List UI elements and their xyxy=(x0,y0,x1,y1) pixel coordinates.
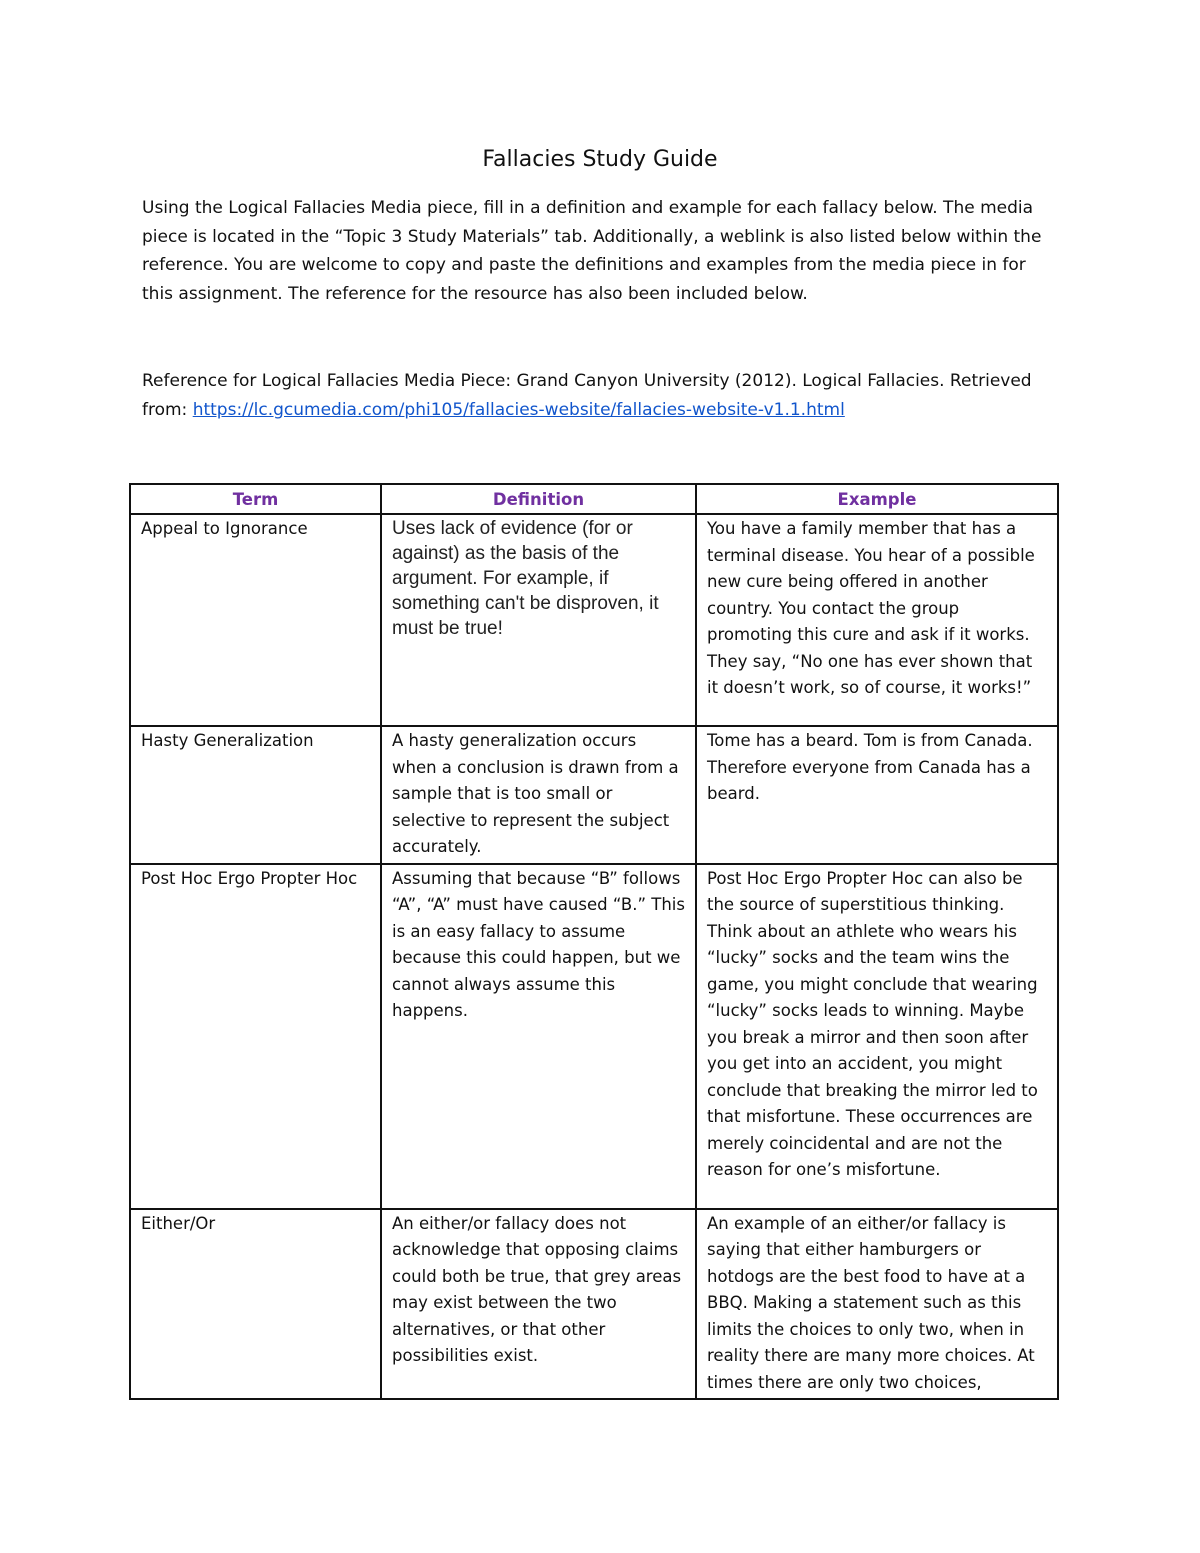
example-cell: Post Hoc Ergo Propter Hoc can also be the source of superstitious thinking. Think about an athlete who wears his “lucky” socks and the team wins the game, you might conclude that wearing “lucky” socks leads to winning. Maybe you break a mirror and then soon after you get into an accident, you might conclude that breaking the mirror led to that misfortune. These occurrences are merely coincidental and are not the reason for one’s misfortune. xyxy=(696,864,1058,1209)
header-definition: Definition xyxy=(381,484,696,514)
reference-text: Reference for Logical Fallacies Media Piece: Grand Canyon University (2012). Logical Fallacies. Retrieved from: xyxy=(142,371,1032,420)
example-cell: You have a family member that has a terminal disease. You hear of a possible new cure being offered in another country. You contact the group promoting this cure and ask if it works. They say, “No one has ever shown that it doesn’t work, so of course, it works!” xyxy=(696,514,1058,726)
definition-cell: An either/or fallacy does not acknowledge that opposing claims could both be true, that grey areas may exist between the two alternatives, or that other possibilities exist. xyxy=(381,1209,696,1400)
table-row xyxy=(130,726,1058,864)
table-header-row xyxy=(130,484,1058,514)
table-row xyxy=(130,864,1058,1209)
header-term: Term xyxy=(130,484,381,514)
term-cell: Either/Or xyxy=(130,1209,381,1400)
fallacies-table xyxy=(129,483,1059,1400)
term-cell: Post Hoc Ergo Propter Hoc xyxy=(130,864,381,1209)
intro-paragraph: Using the Logical Fallacies Media piece, fill in a definition and example for each fallacy below. The media piece is located in the “Topic 3 Study Materials” tab. Additionally, a weblink is also listed below within the reference. You are welcome to copy and paste the definitions and examples from the media piece in for this assignment. The reference for the resource has also been included below. xyxy=(142,198,1042,304)
reference-link[interactable]: https://lc.gcumedia.com/phi105/fallacies-website/fallacies-website-v1.1.html xyxy=(192,399,845,420)
table-row xyxy=(130,1209,1058,1400)
definition-cell: Assuming that because “B” follows “A”, “A” must have caused “B.” This is an easy fallacy to assume because this could happen, but we cannot always assume this happens. xyxy=(381,864,696,1209)
reference-paragraph xyxy=(142,367,1057,424)
header-example: Example xyxy=(696,484,1058,514)
definition-cell: Uses lack of evidence (for or against) as the basis of the argument. For example, if something can't be disproven, it must be true! xyxy=(381,514,696,726)
term-cell: Appeal to Ignorance xyxy=(130,514,381,726)
example-cell: An example of an either/or fallacy is saying that either hamburgers or hotdogs are the best food to have at a BBQ. Making a statement such as this limits the choices to only two, when in reality there are many more choices. At times there are only two choices, xyxy=(696,1209,1058,1400)
definition-cell: A hasty generalization occurs when a conclusion is drawn from a sample that is too small or selective to represent the subject accurately. xyxy=(381,726,696,864)
page-title: Fallacies Study Guide xyxy=(482,147,718,172)
term-cell: Hasty Generalization xyxy=(130,726,381,864)
example-cell: Tome has a beard. Tom is from Canada. Therefore everyone from Canada has a beard. xyxy=(696,726,1058,864)
table-row xyxy=(130,514,1058,726)
